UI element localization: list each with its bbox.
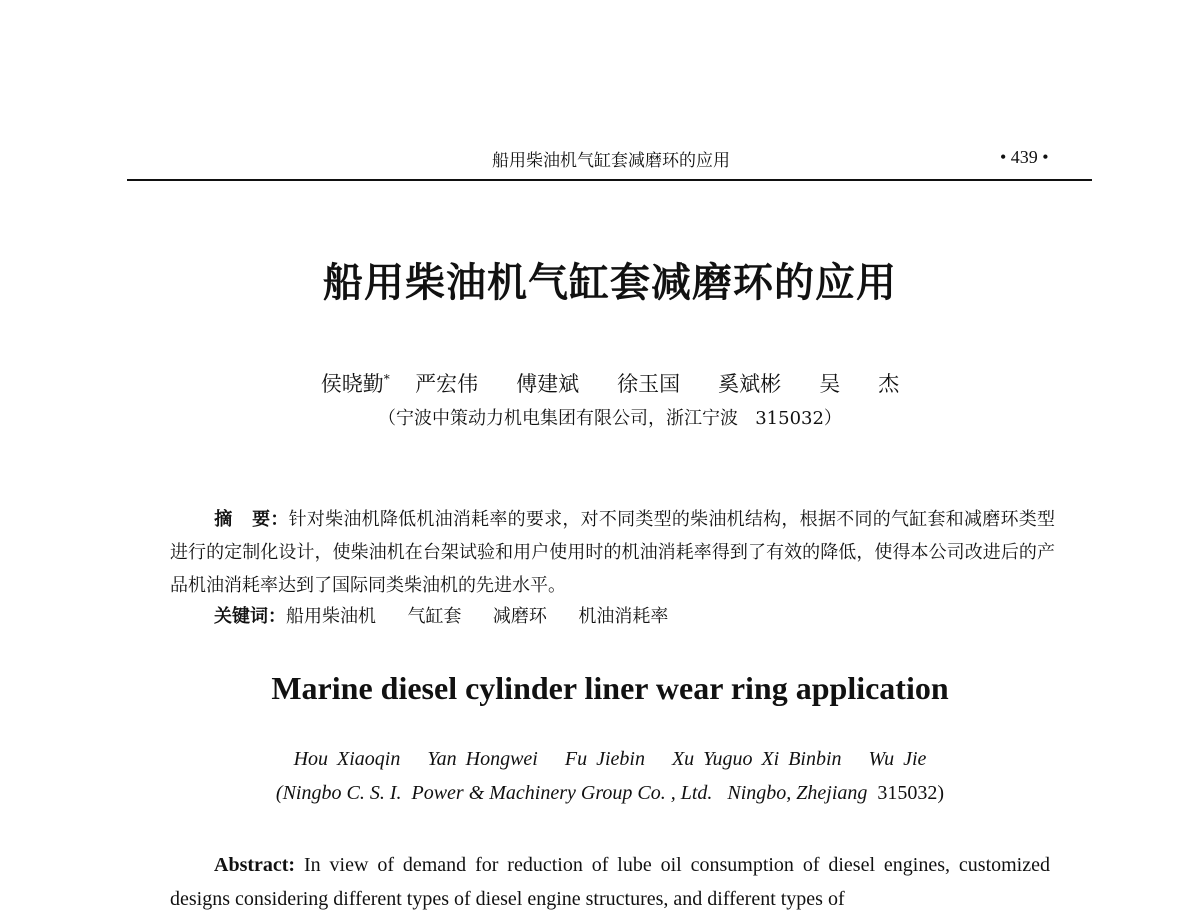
other-authors: 严宏伟 傅建斌 徐玉国 奚斌彬 吴 杰 [389,372,900,396]
chinese-authors [0,368,1200,398]
chinese-keywords-label: 关键词： [214,606,286,627]
english-affiliation-zip: 315032) [867,782,945,804]
english-abstract-label: Abstract: [214,854,296,876]
chinese-abstract-label: 摘 要： [214,509,289,530]
chinese-keywords [214,602,668,628]
chinese-abstract [170,503,1055,602]
chinese-title: 船用柴油机气缸套减磨环的应用 [323,259,897,306]
running-header-title: 船用柴油机气缸套减磨环的应用 [492,151,730,171]
english-affiliation [0,782,1200,805]
chinese-keywords-text: 船用柴油机 气缸套 减磨环 机油消耗率 [286,606,669,627]
page-number: • 439 • [1000,147,1049,167]
first-author: 侯晓勤 [320,372,384,396]
english-affiliation-org: (Ningbo C. S. I. Power & Machinery Group Co. , Ltd. Ningbo, Zhejiang [275,782,868,804]
english-abstract [170,848,1050,916]
chinese-abstract-text: 针对柴油机降低机油消耗率的要求，对不同类型的柴油机结构，根据不同的气缸套和减磨环类型进行的定制化设计，使柴油机在台架试验和用户使用时的机油消耗率得到了有效的降低，使得本公司改进后的产品机油消耗率达到了国际同类柴油机的先进水平。 [170,509,1055,596]
english-title: Marine diesel cylinder liner wear ring application [271,670,949,706]
english-abstract-text: In view of demand for reduction of lube oil consumption of diesel engines, customized designs considering different types of diesel engine structures, and different types of [170,854,1050,910]
corresponding-author-mark: * [383,372,390,386]
chinese-affiliation: （宁波中策动力机电集团有限公司，浙江宁波 315032） [378,408,842,429]
english-authors: Hou Xiaoqin Yan Hongwei Fu Jiebin Xu Yuguo Xi Binbin Wu Jie [293,748,927,770]
header-rule [127,179,1092,181]
